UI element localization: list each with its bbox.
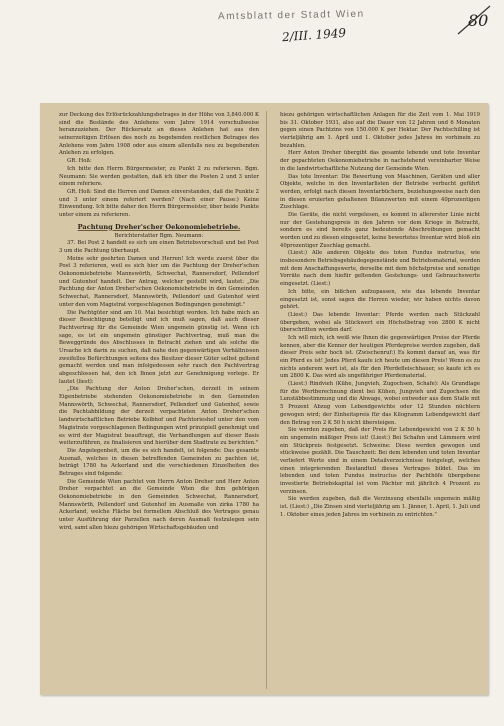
paragraph: GR. Hoß: Sind die Herren und Damen einverstanden, daß die Punkte 2 und 3 unter einem referiert werden? (Nach einer Pause:) Keine Einwendung. Ich bitte daher den Herrn Bürgermeister, über beide Punkte unter einem zu referieren. <box>59 188 259 218</box>
page-number-text: 80 <box>468 11 489 30</box>
left-column <box>59 112 259 532</box>
page-number-mark <box>456 4 494 38</box>
paragraph: „Die Pachtung der Anton Dreher'schen, derzeit in seinem Eigenbetriebe stehenden Oekonomiebetriebe in den Gemeinden Mannswörth, Schwechat, Rannersdorf, Pellendorf und Gutenhof, sowie die Pachtabbildung der derzeit verpachteten Anton Dreher'schen landwirtschaftlichen Betriebe Kolbhof und Pachtorieshof unter den vom Magistrate vorgeschlagenen Bedingungen wird prinzipiell genehmigt und es wird der Magistrat beauftragt, die Verhandlungen auf dieser Basis weiterzuführen, zu finalisieren und hierüber dem Stadtrate zu berichten." <box>59 386 259 447</box>
paragraph: Ich bitte, ein bißchen aufzupassen, wie das lebende Inventar eingesetzt ist, sonst sagen die Herren wieder, wir haben nichts davon gehört. <box>280 288 480 311</box>
newspaper-clipping <box>40 103 488 695</box>
paragraph: Sie werden zugeben, daß der Preis für Lebendgewicht von 2 K 50 h ein ungemein mäßiger Preis ist! (Liest:) Bei Schafen und Lämmern wird ein Stückpreis festgesetzt. Schweine: Diese werden gewogen und stückweise gezählt. Die Tauschzeit: Bei dem lebenden und toten Inventar verliefert Werte sind in einem Detailverzeichnisse festgelegt, welches einen integrierenden Bestandteil dieses Vertrages bildet. Das im lebenden und toten Fundus instructus der Pachthöfe übergebene investierte Betriebskapital ist vom Pächter mit jährlich 4 Prozent zu verzinsen. <box>280 427 480 495</box>
paragraph: Das tote Inventar: Die Bewertung von Maschinen, Geräten und aller Objekte, welche in den Inventarlisten der Betriebe verbucht geführt werden, erfolgt nach diesen Inventarbüchern, beziehungsweise nach den in diesen eruierten gehaltenen Bilanzwerten mit einem 40prozentigen Zuschlage. <box>280 173 480 211</box>
paragraph: hiezu gehörigen wirtschaftlichen Anlagen für die Zeit vom 1. Mai 1919 bis 31. Oktober 1931, also auf die Dauer von 12 Jahren und 6 Monaten gegen einen Pachtzins von 150.000 K per Hektar. Der Pachtschilling ist vierteljährig am 1. April und 1. Oktober jedes Jahres im vorhinein zu bezahlen. <box>280 112 480 149</box>
paragraph: Die Gemeinde Wien pachtet von Herrn Anton Dreher und Herr Anton Dreher verpachtet an die Gemeinde Wien die ihm gehörigen Oekonomiebetriebe in den Gemeinden Schwechat, Rannersdorf, Mannswörth, Pellendorf und Gutenhof im Ausmaße von zirka 1780 ha Ackerland, welche Fläche bei formellem Abschluß des Vertrages genau unter Ausführung der Parzellen nach deren Ausmaß festzulegen sein wird, samt allen hiezu gehörigen Wirtschaftsgebäuden und <box>59 478 259 531</box>
paragraph: Herr Anton Dreher übergibt das gesamte lebende und tote Inventar der gepachteten Oekonomiebetriebe in nachstehend vereinbarter Weise in die landwirtschaftliche Nutzung der Gemeinde Wien. <box>280 150 480 172</box>
paragraph: (Liest:) Rindvieh (Kühe, Jungvieh, Zugochsen, Schafe): Als Grundlage für die Wertberechnung dient bei Kühen, Jungvieh und Zugochsen die Lunstäbbestimmung und die Abwage, wobei entweder aus dem Stalle mit 5 Prozent Abzug vom Lebendgewichte oder 12 Stunden nüchtern gewogen wird; der Einheitspreis für das Kilogramm Lebendgewicht darf den Betrag von 2 K 50 h nicht übersteigen. <box>280 381 480 426</box>
handwritten-date: 2/III. 1949 <box>281 25 347 45</box>
page-number <box>456 4 494 38</box>
paragraph: (Liest:) Das lebende Inventar: Pferde werden nach Stückzahl übergeben, wobei als Stückwert ein Höchstbetrag von 2800 K nicht überschritten werden darf. <box>280 311 480 334</box>
paragraph: GR. Hoß: <box>67 158 92 165</box>
section-heading: Pachtung Dreher'scher Oekonomiebetriebe. <box>77 222 241 231</box>
paragraph: Die Angelegenheit, um die es sich handelt, ist folgende: Das gesamte Ausmaß, welches in diesen betreffenden Gemeinden zu pachten ist, beträgt 1780 ha Ackerland und die verschiedenen Einzelheiten des Betrages sind folgende: <box>59 447 259 477</box>
paragraph: Die Pachtgüter sind am 10. Mai besichtigt worden. Ich habe mich an dieser Besichtigung beteiligt und ich muß sagen, daß auch dieser Pachtvertrag für die Gemeinde Wien ungemein günstig ist. Wenn ich sage, es ist ein ungemein günstiger Pachtvertrag, muß man die Beweggründe des Abschlusses in Betracht ziehen und als solche die Ursache ich darin zu suchen, daß nahe den gegenwärtigen Verhältnissen zweifellos Befürchtungen seitens des Besitzer dieser Güter selbst geltend gemacht werden und man infolgedessen sehr rasch den Pachtvertrag abgeschlossen hat, den ich Ihnen jetzt zur Genehmigung vorlege. Er lautet (liest): <box>59 309 259 385</box>
paragraph: Sie werden zugeben, daß die Verzinsung ebenfalls ungemein mäßig ist. (Liest:) „Die Zinsen sind vierteljährig am 1. Jänner, 1. April, 1. Juli und 1. Oktober eines jeden Jahres im vorhinein zu entrichten." <box>280 496 480 518</box>
amtsblatt-stamp: Amtsblatt der Stadt Wien <box>217 8 365 23</box>
right-column <box>280 112 480 519</box>
paragraph: Die Geräte, die nicht vorgelesen, es kommt in allererster Linie nicht nur der Gestehungspreis in den Jahren vor dem Kriege in Betracht, sondern es sind bereits ganz bedeutende Abschreibungen gemacht worden und zu diesen eingesetzt, keine bewertetes Inventar wird bloß ein 40prozentiger Zuschlag gemacht. <box>280 211 480 249</box>
paragraph: Ich will mich, ich weiß wie Ihnen die gegenwärtigen Preise der Pferde kennen, aber die Kenner der heutigen Pferdepreise werden zugeben, daß dieser Preis sehr hoch ist. (Zwischenruf:) Es kommt darauf an, was für ein Pferd es ist! Jedes Pferd kaufe ich heute um diesen Preis! Wenn es zu nichts anderem wert ist, als für den Pferdefleischhauer, so kaufe ich es um 2800 K. Das wird als ungefähriger Pferdematerial. <box>280 334 480 380</box>
paragraph: (Liest:) Alle anderen Objekte des toten Fundus instructus, wie insbesondere Betriebsgebäudegegenstände und Betriebsmaterial, werden mit dem Anschaffungswerte, derselbe mit dem höchstpreise und sonstige Vorräte nach dem hiefür geltenden Gestehungs- und Gebrauchswerte eingesetzt. (Liest:) <box>280 250 480 288</box>
clipping-columns <box>40 103 488 695</box>
section-subheading: Berichterstatter Bgm. Neumann: <box>114 232 204 239</box>
column-divider <box>266 111 267 689</box>
paragraph: Ich bitte den Herrn Bürgermeister, zu Punkt 2 zu referieren. Bgm. Neumann: Sie werden gestatten, daß ich über die Posten 2 und 3 unter einem referiere. <box>59 165 259 188</box>
paragraph: 37. Bei Post 2 handelt es sich um einen Betriebsvorschuß und bei Post 3 um die Pachtung überhaupt. <box>59 240 259 254</box>
paragraph: zur Deckung des Erlösrückzahlungsbetrages in der Höhe von 3,840.000 K sind die Bestände des Anlehens vom Jahre 1914 vorschußweise heranzuziehen. Der Rückersatz an dieses Anlehen hat aus den seinerzeitigen Erlösen des noch zu begebenden restlichen Betrages des Anlehens vom Jahre 1908 oder aus einem allenfalls neu zu begebenden Anlehen zu erfolgen. <box>59 112 259 157</box>
paragraph: Meine sehr geehrten Damen und Herren! Ich werde zuerst über die Post 3 referieren, weil es sich hier um die Pachtung der Dreher'schen Oekonomiebetriebe Mannswörth, Schwechat, Rannersdorf, Pellendorf und Gutenhof handelt. Der Antrag, welcher gestellt wird, lautet: „Die Pachtung der Anton Dreher'schen Oekonomiebetriebe in den Gemeinden Schwechat, Rannersdorf, Mannswörth, Pellendorf und Gutenhof wird unter den vom Magistrat vorgeschlagenen Bedingungen genehmigt." <box>59 255 259 308</box>
